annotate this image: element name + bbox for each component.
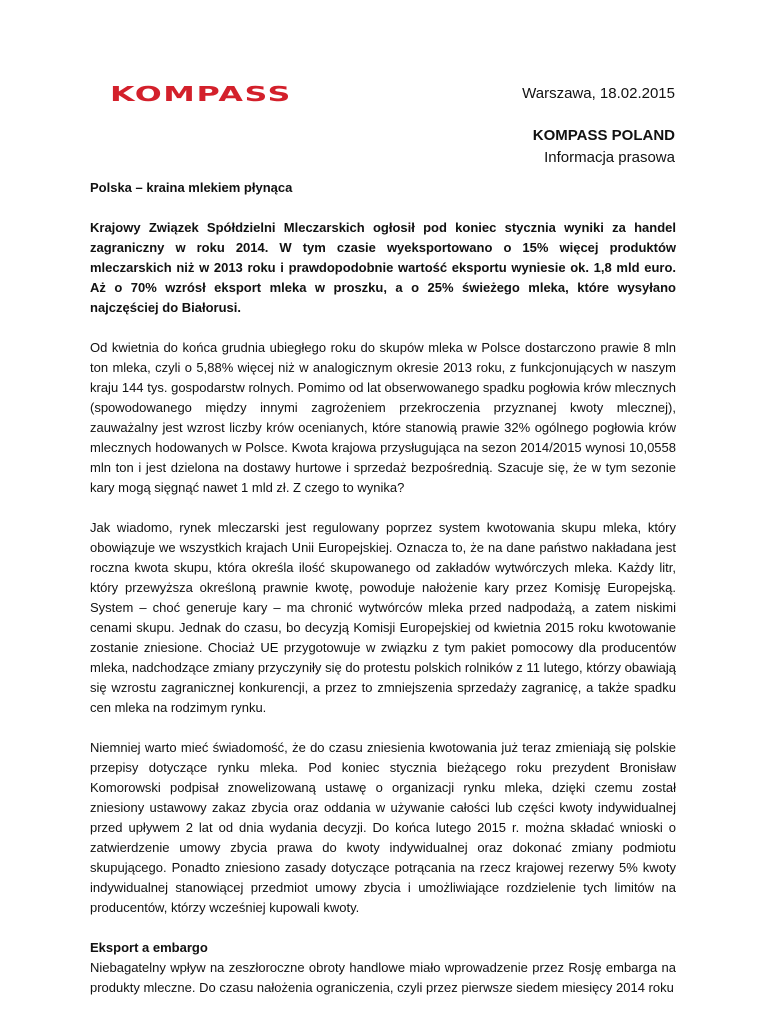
section-heading: Eksport a embargo bbox=[90, 940, 208, 955]
body-paragraph: Jak wiadomo, rynek mleczarski jest regulowany poprzez system kwotowania skupu mleka, który obowiązuje we wszystkich krajach Unii Europejskiej. Oznacza to, że na dane państwo nakładana jest roczna kwota skupu, która określa ilość skupowanego od zakładów wytwórczych mleka. Każdy litr, który przewyższa określoną prawnie kwotę, powoduje nałożenie kary przez Komisję Europejską. System – choć generuje kary – ma chronić wytwórców mleka przed nadpodażą, a zatem niskimi cenami skupu. Jednak do czasu, bo decyzją Komisji Europejskiej od kwietnia 2015 roku kwotowanie zostanie zniesione. Chociaż UE przygotowuje w związku z tym pakiet pomocowy dla producentów mleka, nadchodzące zmiany przyczyniły się do protestu polskich rolników z 11 lutego, którzy obawiają się wzrostu zagranicznej konkurencji, a przez to zmniejszenia sprzedaży zagranicę, a także spadku cen mleka na rodzimym rynku. bbox=[90, 520, 676, 715]
article-title: Polska – kraina mlekiem płynąca bbox=[90, 180, 293, 195]
company-name: KOMPASS POLAND bbox=[532, 127, 675, 144]
document-date: Warszawa, 18.02.2015 bbox=[522, 85, 675, 102]
lead-paragraph: Krajowy Związek Spółdzielni Mleczarskich ogłosił pod koniec stycznia wyniki za handel zagraniczny w roku 2014. W tym czasie wyeksportowano o 15% więcej produktów mleczarskich niż w 2013 roku i prawdopodobnie wartość eksportu wyniesie ok. 1,8 mld euro. Aż o 70% wzrósł eksport mleka w proszku, a o 25% świeżego mleka, które wysyłano najczęściej do Białorusi. bbox=[90, 220, 676, 315]
body-paragraph: Niemniej warto mieć świadomość, że do czasu zniesienia kwotowania już teraz zmieniają się polskie przepisy dotyczące rynku mleka. Pod koniec stycznia bieżącego roku prezydent Bronisław Komorowski podpisał znowelizowaną ustawę o organizacji rynku mleka, dzięki czemu został zniesiony ustawowy zakaz zbycia oraz oddania w używanie całości lub części kwoty indywidualnej przed upływem 2 lat od dnia wydania decyzji. Do końca lutego 2015 r. można składać wnioski o zatwierdzenie umowy zbycia prawa do kwoty indywidualnej oraz dokonać zmiany podmiotu skupującego. Ponadto zniesiono zasady dotyczące potrącania na rzecz krajowej rezerwy 5% kwoty indywidualnej stanowiącej przedmiot umowy zbycia i umożliwiające rozdzielenie tych limitów na producentów, którzy wcześniej kupowali kwoty. bbox=[90, 740, 676, 915]
press-release-body bbox=[90, 178, 676, 1018]
kompass-logo-text: KOMPASS bbox=[110, 82, 292, 104]
body-paragraph: Od kwietnia do końca grudnia ubiegłego roku do skupów mleka w Polsce dostarczono prawie 8 mln ton mleka, czyli o 5,88% więcej niż w analogicznym okresie 2013 roku, z funkcjonujących w naszym kraju 144 tys. gospodarstw rolnych. Pomimo od lat obserwowanego spadku pogłowia krów mlecznych (spowodowanego między innymi zagrożeniem przekroczenia przyznanej kwoty mlecznej), zauważalny jest wzrost liczby krów ocenianych, które stanowią prawie 32% ogólnego pogłowia krów mlecznych hodowanych w Polsce. Kwota krajowa przysługująca na sezon 2014/2015 wynosi 10,0558 mln ton i jest dzielona na dostawy hurtowe i sprzedaż bezpośrednią. Szacuje się, że w tym sezonie kary mogą sięgnąć nawet 1 mld zł. Z czego to wynika? bbox=[90, 340, 676, 495]
document-header bbox=[522, 83, 675, 169]
body-paragraph: Niebagatelny wpływ na zeszłoroczne obroty handlowe miało wprowadzenie przez Rosję embarga na produkty mleczne. Do czasu nałożenia ograniczenia, czyli przez pierwsze siedem miesięcy 2014 roku bbox=[90, 960, 676, 995]
document-type: Informacja prasowa bbox=[544, 149, 675, 166]
kompass-logo bbox=[110, 82, 292, 104]
